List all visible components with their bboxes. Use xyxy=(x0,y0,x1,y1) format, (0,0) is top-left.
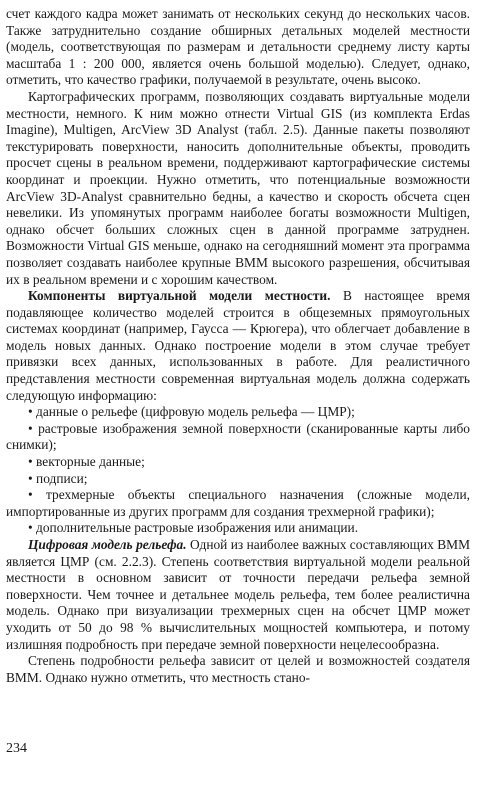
paragraph-rendering-time: счет каждого кадра может занимать от нескольких секунд до нескольких часов. Также затруднительно создание обширных детальных моделей местности (модель, соответствующая по размерам и детальности среднему листу карты масштаба 1 : 200 000, является очень большой моделью). Следует, однако, отметить, что качество графики, получаемой в результате, очень высоко. xyxy=(6,6,470,88)
dem-text: Одной из наиболее важных составляющих ВММ является ЦМР (см. 2.2.3). Степень соответствия виртуальной модели реальной местности в основном зависит от точности передачи рельефа земной поверхности. Чем точнее и детальнее модель рельефа, тем более реалистична модель. Однако при визуализации трехмерных сцен на обсчет ЦМР может уходить от 50 до 98 % вычислительных мощностей компьютера, и потому излишняя подробность при передаче земной поверхности нецелесообразна. xyxy=(6,537,470,652)
page-number: 234 xyxy=(6,741,27,756)
paragraph-detail-level: Степень подробности рельефа зависит от целей и возможностей создателя ВММ. Однако нужно отметить, что местность стано- xyxy=(6,653,470,685)
list-item: • трехмерные объекты специального назначения (сложные модели, импортированные из других программ для создания трехмерной графики); xyxy=(6,487,470,519)
list-item: • данные о рельефе (цифровую модель рельефа — ЦМР); xyxy=(28,404,355,420)
heading-dem: Цифровая модель рельефа. xyxy=(28,537,187,552)
components-text: В настоящее время подавляющее количество моделей строится в общеземных прямоугольных системах координат (например, Гаусса — Крюгера), что облегчает добавление в модель новых данных. Однако построение модели в этом случае требует привязки всех данных, использованных в работе. Для реалистичного представления местности современная виртуальная модель должна содержать следующую информацию: xyxy=(6,288,470,403)
paragraph-components xyxy=(6,288,470,404)
list-item: • подписи; xyxy=(28,470,88,486)
body-text xyxy=(6,6,470,686)
list-item: • векторные данные; xyxy=(28,454,145,470)
list-item: • растровые изображения земной поверхности (сканированные карты либо снимки); xyxy=(6,420,470,453)
list-item: • дополнительные растровые изображения или анимации. xyxy=(28,520,359,536)
paragraph-cartographic-programs: Картографических программ, позволяющих создавать виртуальные модели местности, немного. К ним можно отнести Virtual GIS (из комплекта Erdas Imagine), Multigen, ArcView 3D Analyst (табл. 2.5). Данные пакеты позволяют текстурировать поверхности, наносить дополнительные объекты, проводить просчет сцены в реальном времени, поддерживают картографические системы координат и проекции. Нужно отметить, что потенциальные возможности ArcView 3D-Analyst сравнительно бедны, а качество и скорость обсчета сцен невелики. Из упомянутых программ наиболее богаты возможности Multigen, однако обсчет больших сложных сцен в данной программе затруднен. Возможности Virtual GIS меньше, однако на сегодняшний момент эта программа позволяет создавать наиболее крупные ВММ высокого разрешения, обсчитывая их в реальном времени и с хорошим качеством. xyxy=(6,88,470,287)
paragraph-dem xyxy=(6,537,470,653)
heading-components: Компоненты виртуальной модели местности. xyxy=(28,288,331,304)
